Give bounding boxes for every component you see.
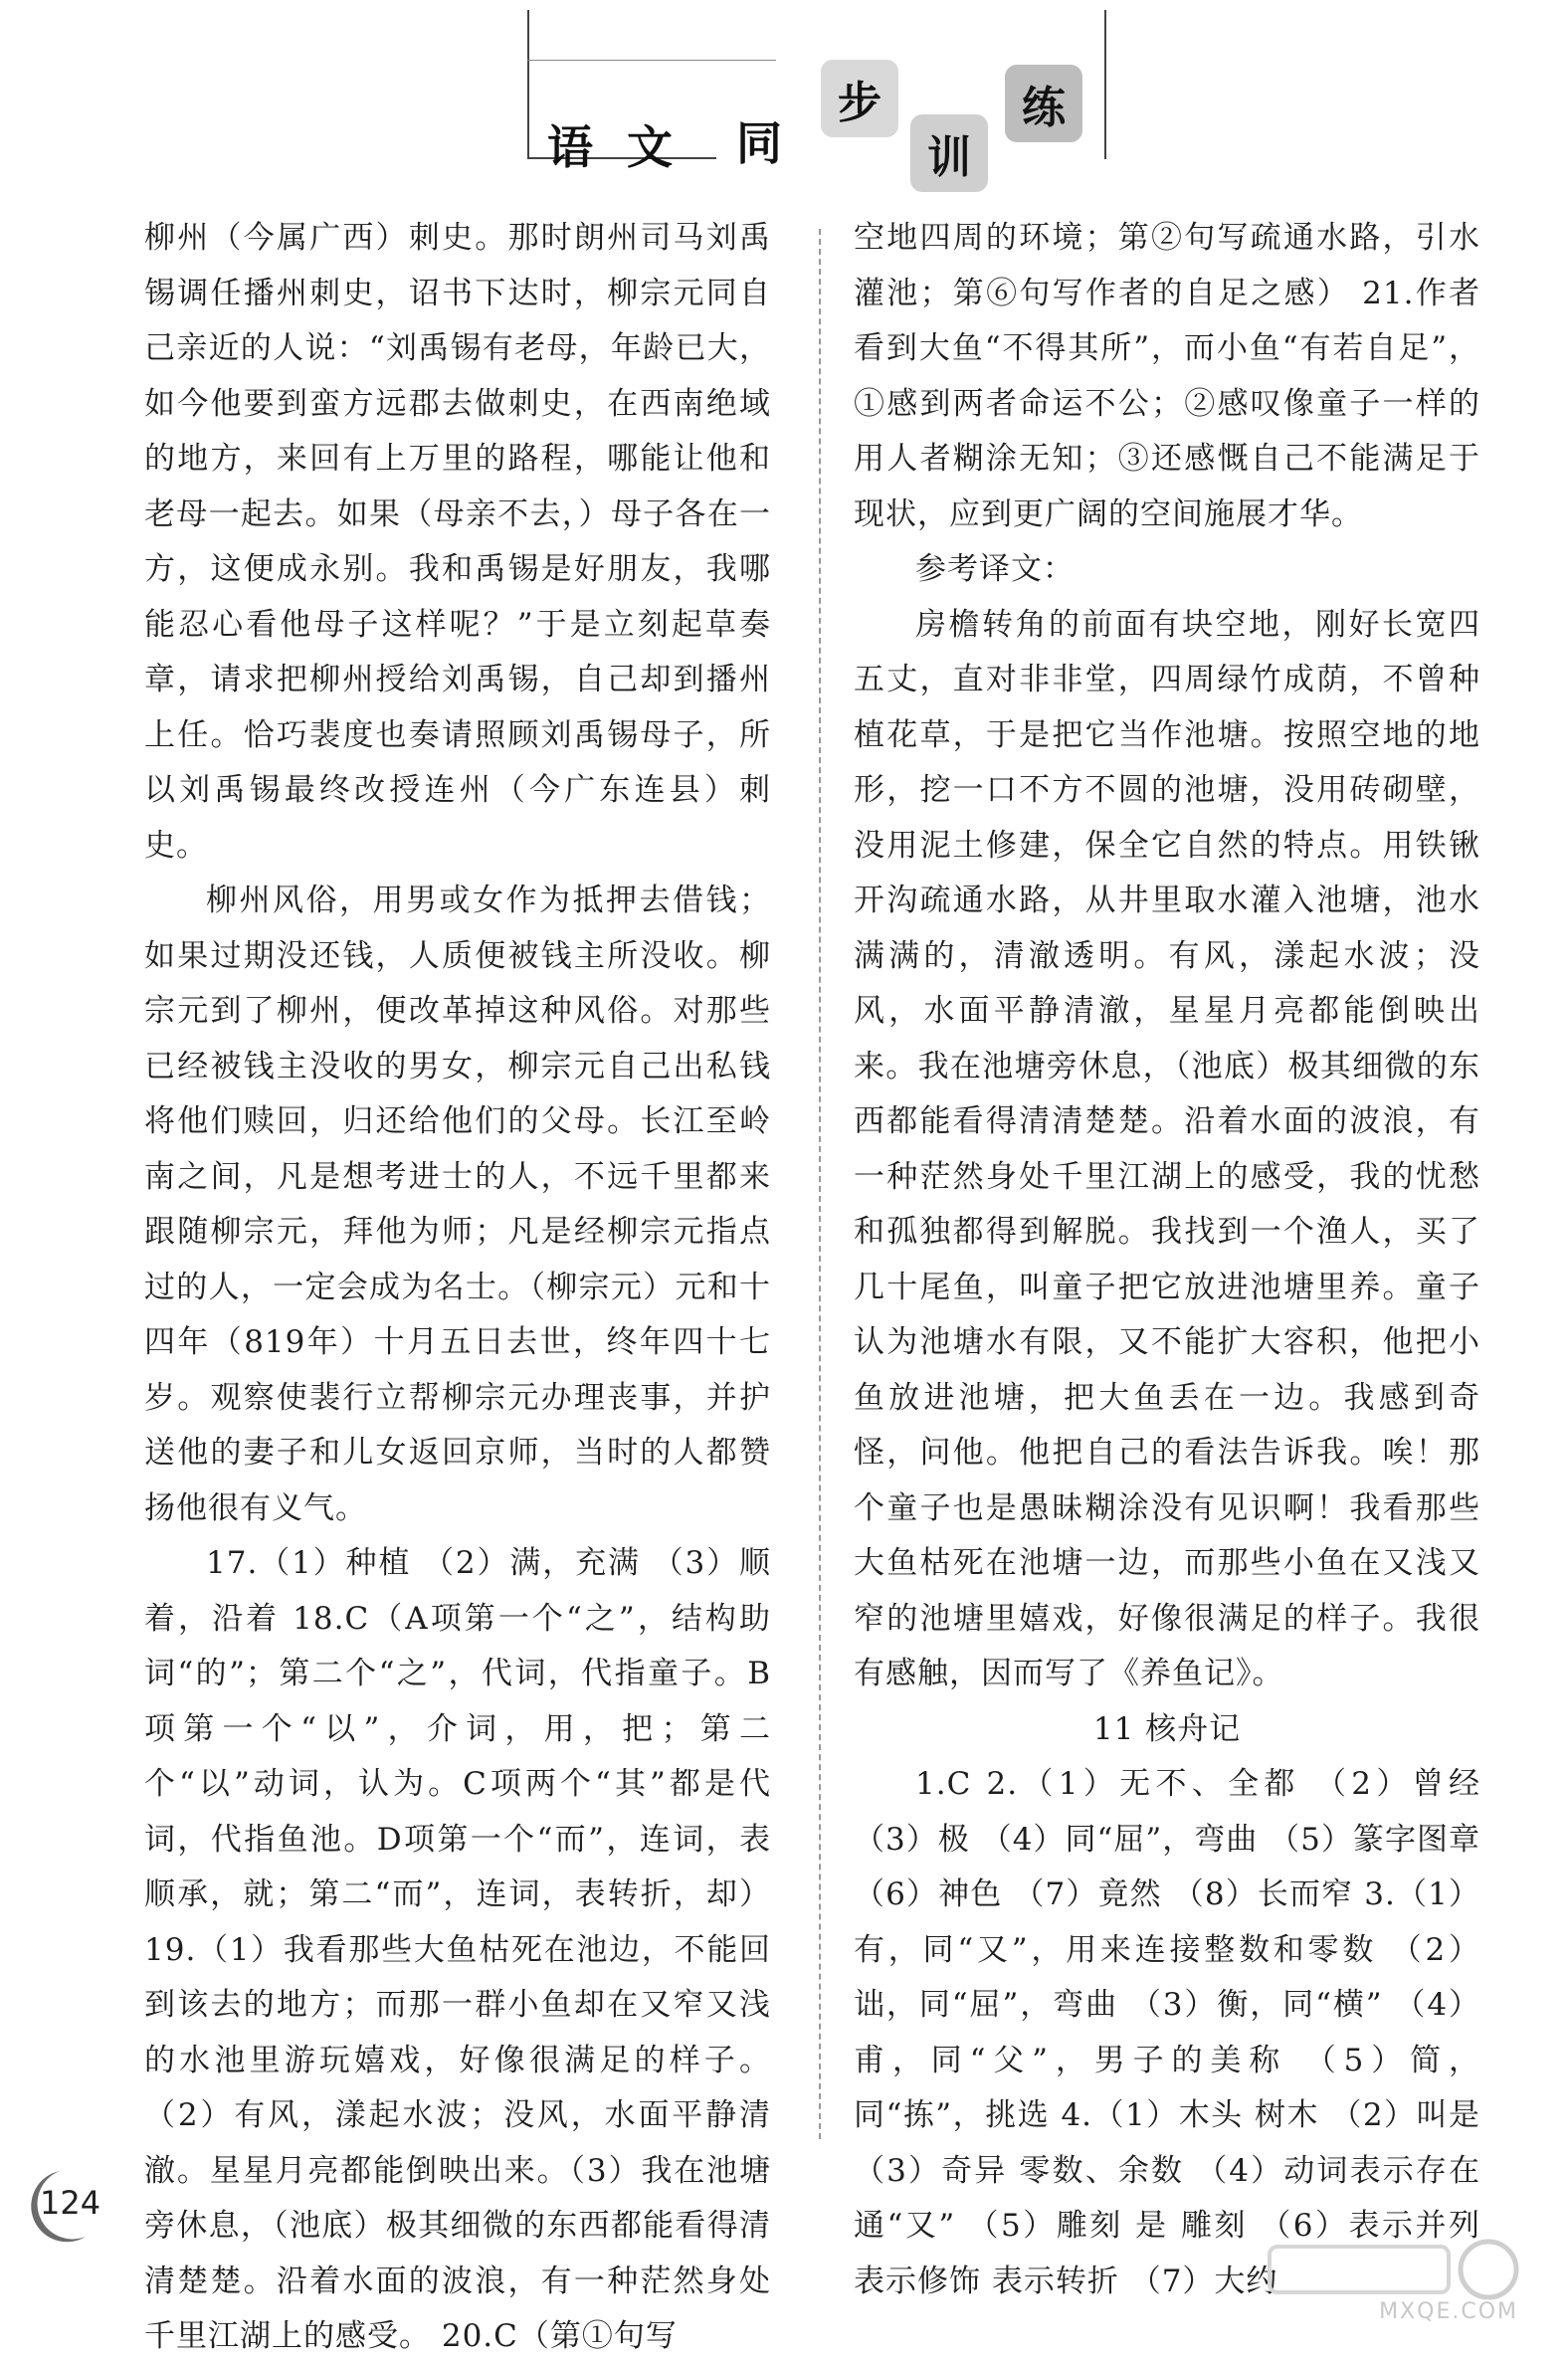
header-badge-bu: 步 xyxy=(821,60,898,137)
header-vertical-rule-right xyxy=(1104,10,1106,159)
right-paragraph-1: 空地四周的环境；第②句写疏通水路，引水灌池；第⑥句写作者的自足之感） 21.作者看到大鱼“不得其所”，而小鱼“有若自足”，①感到两者命运不公；②感叹像童子一样的用人者糊涂无知；③还感慨自己不能满足于现状，应到更广阔的空间施展才华。 xyxy=(854,220,1480,532)
header-char-yu: 语 xyxy=(547,120,593,174)
left-column xyxy=(144,211,782,2365)
right-paragraph-2: 参考译文： xyxy=(915,551,1075,587)
header-badge-xun: 训 xyxy=(910,114,988,192)
right-column xyxy=(854,211,1491,2309)
left-paragraph-1: 柳州（今属广西）刺史。那时朗州司马刘禹锡调任播州刺史，诏书下达时，柳宗元同自己亲近的人说：“刘禹锡有老母，年龄已大，如今他要到蛮方远郡去做刺史，在西南绝域的地方，来回有上万里的路程，哪能让他和老母一起去。如果（母亲不去，）母子各在一方，这便成永别。我和禹锡是好朋友，我哪能忍心看他母子这样呢？”于是立刻起草奏章，请求把柳州授给刘禹锡，自己却到播州上任。恰巧裴度也奏请照顾刘禹锡母子，所以刘禹锡最终改授连州（今广东连县）刺史。 xyxy=(144,220,771,864)
header-char-wen: 文 xyxy=(627,120,673,174)
header-badge-lian: 练 xyxy=(1005,65,1082,142)
page-header xyxy=(0,0,1568,183)
header-mid-rule xyxy=(527,60,776,61)
left-paragraph-3: 17.（1）种植 （2）满，充满 （3）顺着，沿着 18.C（A项第一个“之”，结构助词“的”；第二个“之”，代词，代指童子。B项第一个“以”，介词，用，把；第二个“以”动词，认为。C项两个“其”都是代词，代指鱼池。D项第一个“而”，连词，表顺承，就；第二“而”，连词，表转折，却） 19.（1）我看那些大鱼枯死在池边，不能回到该去的地方；而那一群小鱼却在又窄又浅的水池里游玩嬉戏，好像很满足的样子。 （2）有风，漾起水波；没风，水面平静清澈。星星月亮都能倒映出来。（3）我在池塘旁休息，（池底）极其细微的东西都能看得清清楚楚。沿着水面的波浪，有一种茫然身处千里江湖上的感受。 20.C（第①句写 xyxy=(144,1545,782,2354)
right-paragraph-3: 房檐转角的前面有块空地，刚好长宽四五丈，直对非非堂，四周绿竹成荫，不曾种植花草，于是把它当作池塘。按照空地的地形，挖一口不方不圆的池塘，没用砖砌壁，没用泥土修建，保全它自然的特点。用铁锹开沟疏通水路，从井里取水灌入池塘，池水满满的，清澈透明。有风，漾起水波；没风，水面平静清澈，星星月亮都能倒映出来。我在池塘旁休息，（池底）极其细微的东西都能看得清清楚楚。沿着水面的波浪，有一种茫然身处千里江湖上的感受，我的忧愁和孤独都得到解脱。我找到一个渔人，买了几十尾鱼，叫童子把它放进池塘里养。童子认为池塘水有限，又不能扩大容积，他把小鱼放进池塘，把大鱼丢在一边。我感到奇怪，问他。他把自己的看法告诉我。唉！那个童子也是愚昧糊涂没有见识啊！我看那些大鱼枯死在池塘一边，而那些小鱼在又浅又窄的池塘里嬉戏，好像很满足的样子。我很有感触，因而写了《养鱼记》。 xyxy=(854,606,1480,1691)
page-number: 124 xyxy=(40,2184,101,2222)
section-heading: 11 核舟记 xyxy=(1092,1710,1242,1747)
header-char-tong: 同 xyxy=(736,116,782,170)
left-paragraph-2: 柳州风俗，用男或女作为抵押去借钱；如果过期没还钱，人质便被钱主所没收。柳宗元到了柳州，便改革掉这种风俗。对那些已经被钱主没收的男女，柳宗元自己出私钱将他们赎回，归还给他们的父母。长江至岭南之间，凡是想考进士的人，不远千里都来跟随柳宗元，拜他为师；凡是经柳宗元指点过的人，一定会成为名士。（柳宗元）元和十四年（819年）十月五日去世，终年四十七岁。观察使裴行立帮柳宗元办理丧事，并护送他的妻子和儿女返回京师，当时的人都赞扬他很有义气。 xyxy=(144,883,771,1526)
column-divider xyxy=(819,229,821,2139)
right-paragraph-4: 1.C 2.（1）无不、全都 （2）曾经 （3）极 （4）同“屈”，弯曲 （5）篆字图章 （6）神色 （7）竟然 （8）长而窄 3.（1）有，同“又”，用来连接整数和零数 （2）诎，同“屈”，弯曲 （3）衡，同“横” （4）甫，同“父”，男子的美称 （5）简，同“拣”，挑选 4.（1）木头 树木 （2）叫是 （3）奇异 零数、余数 （4）动词表示存在 通“又” （5）雕刻 是 雕刻 （6）表示并列 表示修饰 表示转折 （7）大约 xyxy=(854,1766,1491,2299)
header-vertical-rule-left xyxy=(527,10,529,159)
watermark-logo xyxy=(1250,2235,1528,2328)
watermark-text: MXQE.COM xyxy=(1379,2299,1518,2324)
